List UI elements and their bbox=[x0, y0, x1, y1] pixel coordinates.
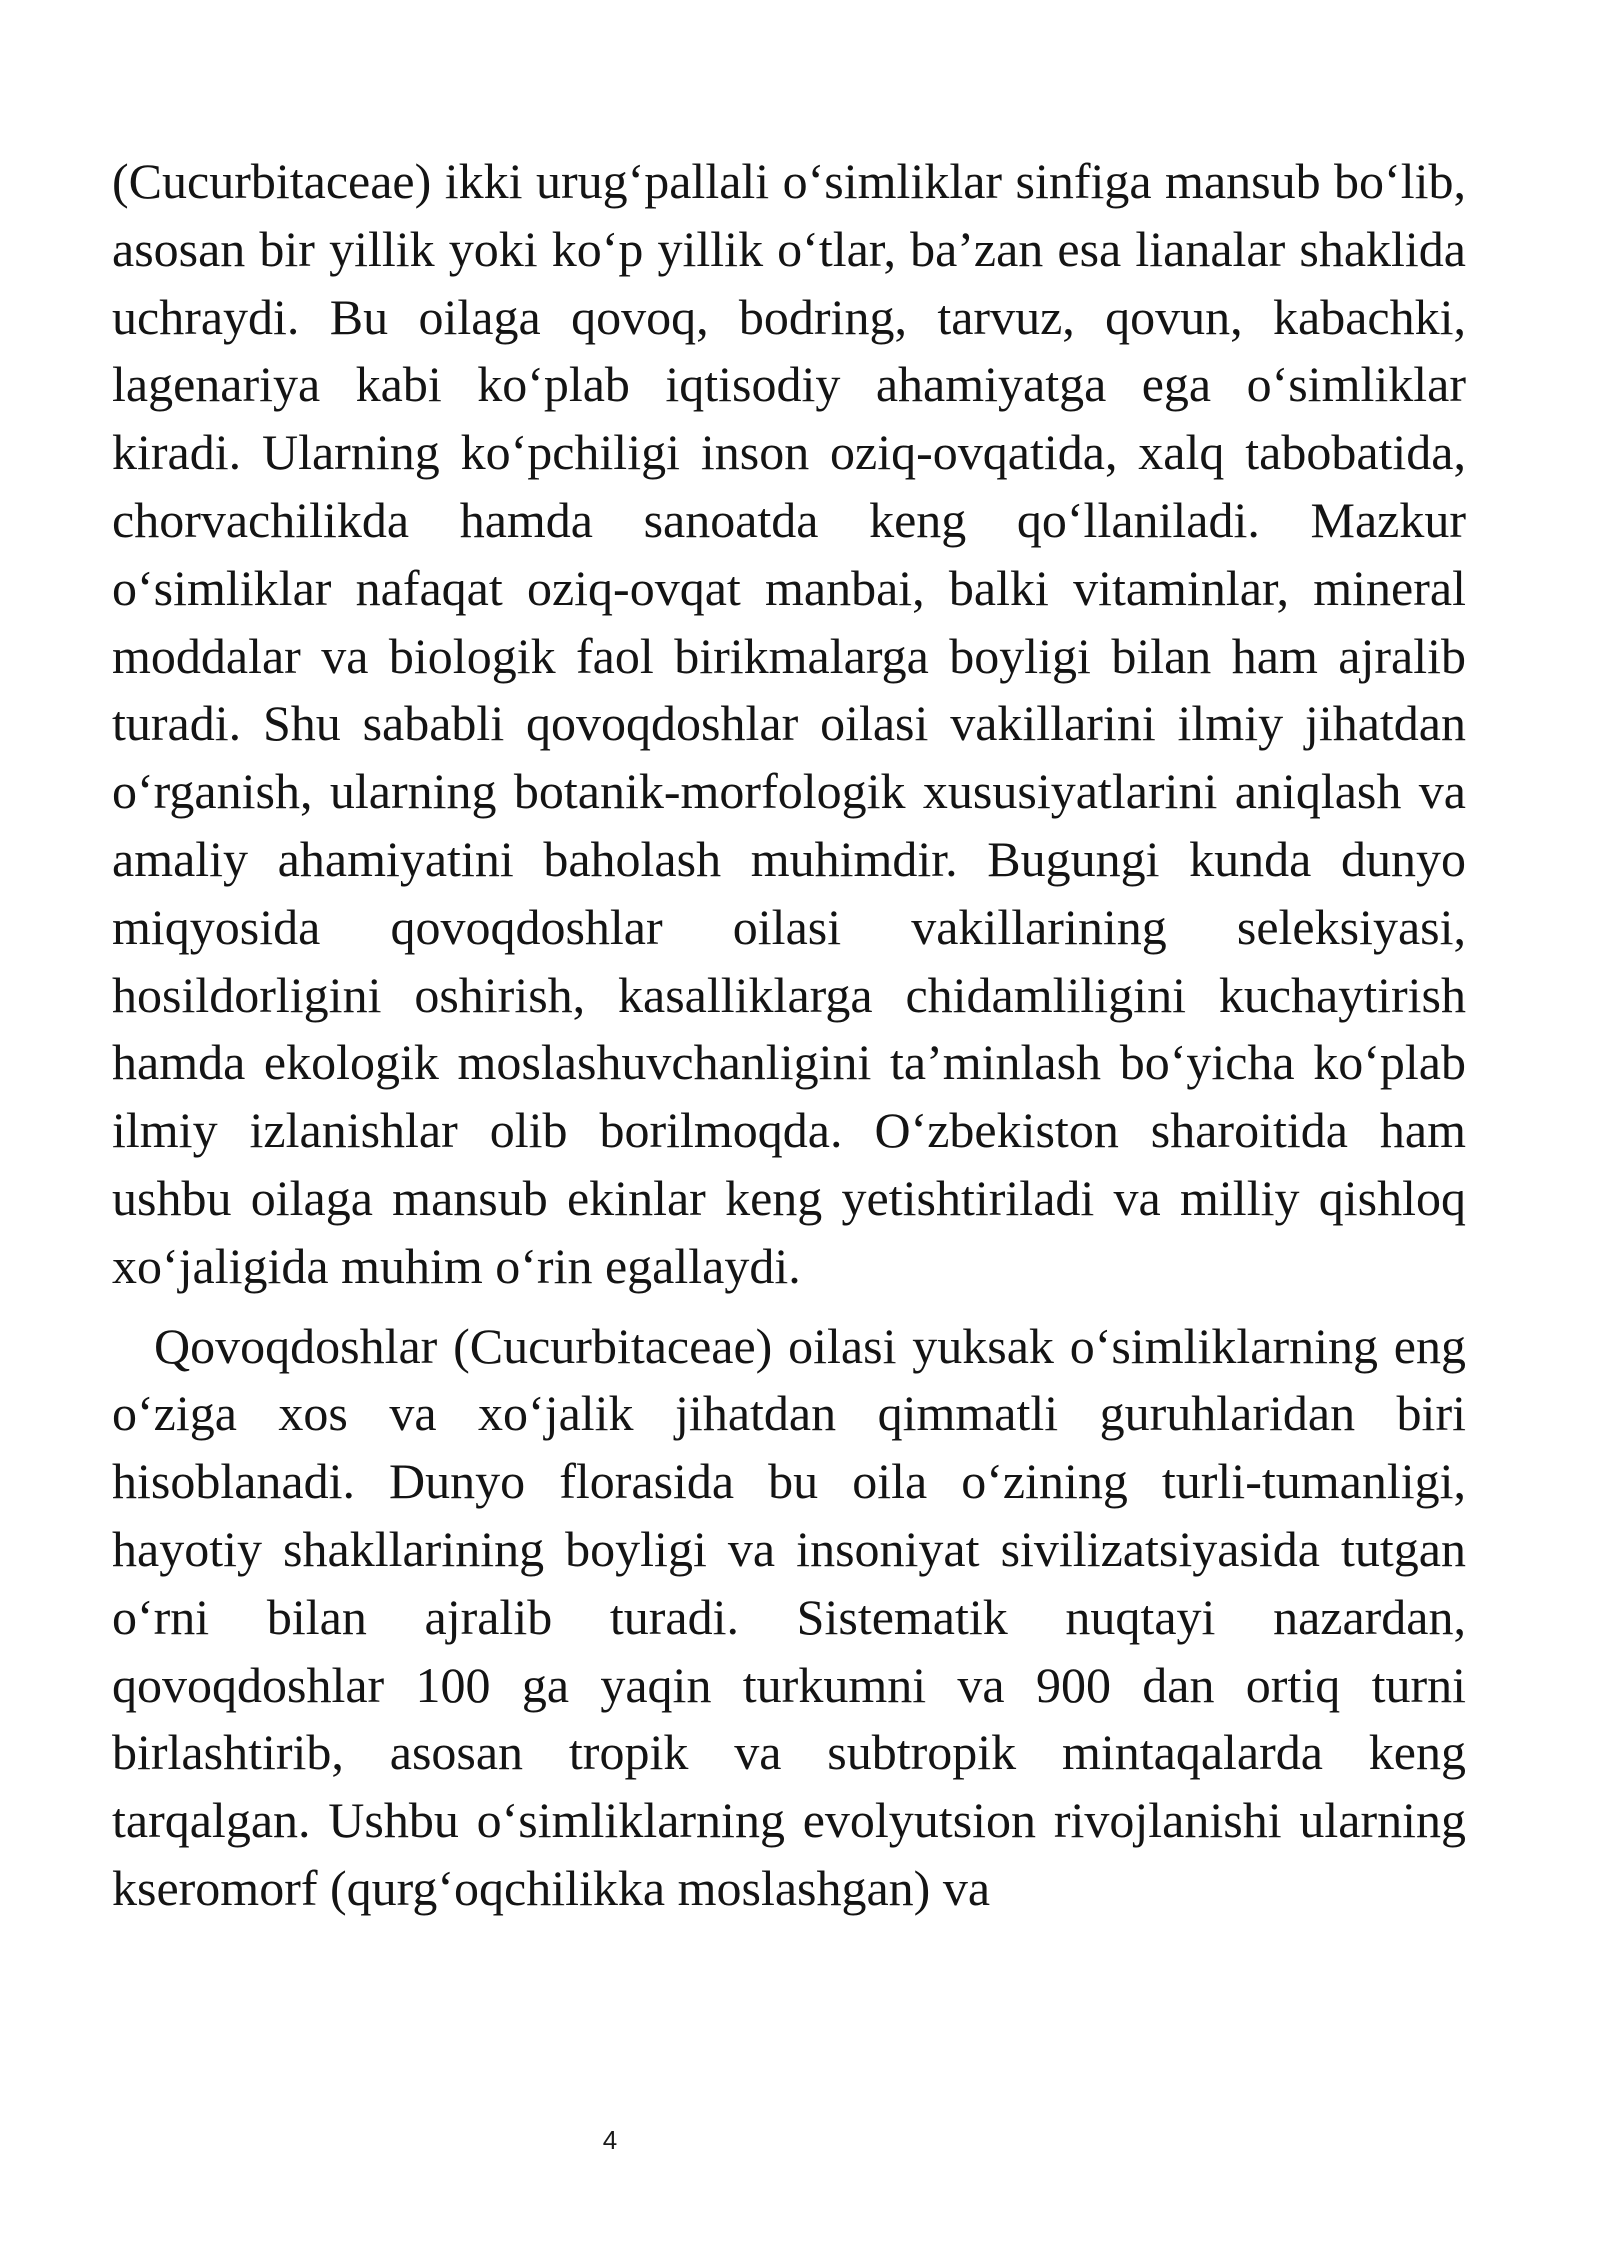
page-number: 4 bbox=[602, 2125, 618, 2155]
paragraph-2: Qovoqdoshlar (Cucurbitaceae) oilasi yuksak o‘simliklarning eng o‘ziga xos va xo‘jalik jihatdan qimmatli guruhlaridan biri hisoblanadi. Dunyo florasida bu oila o‘zining turli-tumanligi, hayotiy shakllarining boyligi va insoniyat sivilizatsiyasida tutgan o‘rni bilan ajralib turadi. Sistematik nuqtayi nazardan, qovoqdoshlar 100 ga yaqin turkumni va 900 dan ortiq turni birlashtirib, asosan tropik va subtropik mintaqalarda keng tarqalgan. Ushbu o‘simliklarning evolyutsion rivojlanishi ularning kseromorf (qurg‘oqchilikka moslashgan) va bbox=[112, 1317, 1466, 1916]
paragraph-1: (Cucurbitaceae) ikki urug‘pallali o‘simliklar sinfiga mansub bo‘lib, asosan bir yillik yoki ko‘p yillik o‘tlar, ba’zan esa lianalar shaklida uchraydi. Bu oilaga qovoq, bodring, tarvuz, qovun, kabachki, lagenariya kabi ko‘plab iqtisodiy ahamiyatga ega o‘simliklar kiradi. Ularning ko‘pchiligi inson oziq-ovqatida, xalq tabobatida, chorvachilikda hamda sanoatda keng qo‘llaniladi. Mazkur o‘simliklar nafaqat oziq-ovqat manbai, balki vitaminlar, mineral moddalar va biologik faol birikmalarga boyligi bilan ham ajralib turadi. Shu sababli qovoqdoshlar oilasi vakillarini ilmiy jihatdan o‘rganish, ularning botanik-morfologik xususiyatlarini aniqlash va amaliy ahamiyatini baholash muhimdir. Bugungi kunda dunyo miqyosida qovoqdoshlar oilasi vakillarining seleksiyasi, hosildorligini oshirish, kasalliklarga chidamliligini kuchaytirish hamda ekologik moslashuvchanligini ta’minlash bo‘yicha ko‘plab ilmiy izlanishlar olib borilmoqda. O‘zbekiston sharoitida ham ushbu oilaga mansub ekinlar keng yetishtiriladi va milliy qishloq xo‘jaligida muhim o‘rin egallaydi. bbox=[112, 153, 1466, 1294]
body-text bbox=[112, 148, 1466, 1923]
